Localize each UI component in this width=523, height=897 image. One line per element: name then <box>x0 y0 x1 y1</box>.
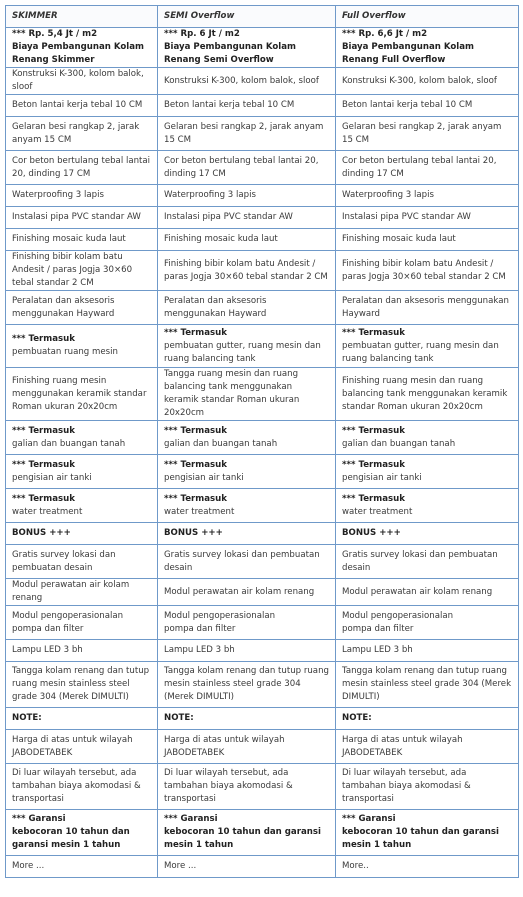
cell-full-overflow <box>336 579 519 606</box>
cell-full-overflow <box>336 95 519 117</box>
cell-text: Beton lantai kerja tebal 10 CM <box>12 100 143 110</box>
cell-text: NOTE: <box>164 713 194 723</box>
cell-text: Gratis survey lokasi dan pembuatan desain <box>12 549 116 573</box>
cell-skimmer <box>6 185 158 207</box>
cell-text: Harga di atas untuk wilayah JABODETABEK <box>342 734 463 758</box>
table-row <box>6 325 519 368</box>
cell-text: *** Garansi <box>342 814 396 824</box>
cell-full-overflow <box>336 28 519 68</box>
cell-text: *** Termasuk <box>164 459 227 470</box>
cell-skimmer <box>6 421 158 455</box>
cell-full-overflow <box>336 810 519 856</box>
cell-text: galian dan buangan tanah <box>342 438 456 449</box>
cell-text: Tangga kolam renang dan tutup ruang mesin stainless steel grade 304 (Merek DIMULTI) <box>12 666 150 702</box>
cell-semi-overflow <box>158 28 336 68</box>
cell-semi-overflow <box>158 291 336 325</box>
cell-skimmer <box>6 325 158 368</box>
cell-text: Di luar wilayah tersebut, ada tambahan biaya akomodasi & transportasi <box>342 768 471 804</box>
cell-skimmer <box>6 251 158 291</box>
cell-text: *** Termasuk <box>342 425 405 436</box>
table-row <box>6 606 519 640</box>
cell-semi-overflow <box>158 251 336 291</box>
cell-skimmer <box>6 207 158 229</box>
cell-text: Cor beton bertulang tebal lantai 20, dinding 17 CM <box>12 155 151 179</box>
cell-text: *** Termasuk <box>12 493 75 504</box>
cell-skimmer <box>6 151 158 185</box>
cell-full-overflow <box>336 730 519 764</box>
cell-text: Instalasi pipa PVC standar AW <box>164 212 293 222</box>
cell-text: Tangga kolam renang dan tutup ruang mesin stainless steel grade 304 (Merek DIMULTI) <box>342 666 512 702</box>
header-row <box>6 6 519 28</box>
cell-semi-overflow <box>158 730 336 764</box>
cell-text: pengisian air tanki <box>342 472 422 483</box>
cell-skimmer <box>6 455 158 489</box>
cell-text: *** Termasuk <box>164 493 227 504</box>
cell-semi-overflow <box>158 579 336 606</box>
cell-semi-overflow <box>158 523 336 545</box>
cell-text: Finishing bibir kolam batu Andesit / paras Jogja 30×60 tebal standar 2 CM <box>164 258 328 282</box>
cell-text: *** Rp. 6,6 Jt / m2 <box>342 29 428 39</box>
cell-full-overflow <box>336 151 519 185</box>
table-row <box>6 662 519 708</box>
cell-text: Biaya Pembangunan Kolam Renang Semi Overflow <box>164 42 296 65</box>
cell-skimmer <box>6 28 158 68</box>
cell-semi-overflow <box>158 810 336 856</box>
cell-text: Konstruksi K-300, kolom balok, sloof <box>164 75 319 86</box>
cell-text: Gratis survey lokasi dan pembuatan desain <box>164 549 320 573</box>
cell-text: Peralatan dan aksesoris menggunakan Hayward <box>164 295 267 319</box>
cell-text: pengisian air tanki <box>164 472 244 483</box>
cell-text: *** Garansi <box>164 814 218 824</box>
table-row <box>6 579 519 606</box>
table-row <box>6 523 519 545</box>
cell-full-overflow <box>336 117 519 151</box>
cell-text: Finishing mosaic kuda laut <box>164 234 278 244</box>
cell-semi-overflow <box>158 95 336 117</box>
table-header <box>6 6 519 28</box>
cell-text: Modul perawatan air kolam renang <box>164 586 315 597</box>
cell-text: Modul perawatan air kolam renang <box>342 586 493 597</box>
cell-text: Waterproofing 3 lapis <box>164 190 256 200</box>
cell-text: Gratis survey lokasi dan pembuatan desain <box>342 549 498 573</box>
cell-full-overflow <box>336 489 519 523</box>
table-row <box>6 229 519 251</box>
cell-skimmer <box>6 95 158 117</box>
cell-text: Finishing bibir kolam batu Andesit / paras Jogja 30×60 tebal standar 2 CM <box>342 258 506 282</box>
cell-text: Biaya Pembangunan Kolam Renang Skimmer <box>12 42 144 65</box>
cell-semi-overflow <box>158 325 336 368</box>
table-row <box>6 421 519 455</box>
header-skimmer: SKIMMER <box>6 6 158 28</box>
table-row <box>6 117 519 151</box>
cell-text: Di luar wilayah tersebut, ada tambahan biaya akomodasi & transportasi <box>12 768 141 804</box>
cell-text: pengisian air tanki <box>12 472 92 483</box>
cell-text: *** Termasuk <box>342 493 405 504</box>
cell-text: Lampu LED 3 bh <box>12 645 83 655</box>
cell-semi-overflow <box>158 455 336 489</box>
more-link[interactable]: More.. <box>342 861 369 871</box>
cell-skimmer <box>6 708 158 730</box>
cell-full-overflow <box>336 207 519 229</box>
cell-semi-overflow <box>158 207 336 229</box>
cell-skimmer <box>6 117 158 151</box>
table-row <box>6 28 519 68</box>
cell-semi-overflow <box>158 606 336 640</box>
cell-text: *** Rp. 5,4 Jt / m2 <box>12 29 98 39</box>
cell-text: Lampu LED 3 bh <box>342 645 413 655</box>
cell-full-overflow <box>336 325 519 368</box>
cell-full-overflow <box>336 545 519 579</box>
table-row <box>6 810 519 856</box>
cell-full-overflow <box>336 368 519 421</box>
cell-semi-overflow <box>158 764 336 810</box>
cell-text: pompa dan filter <box>164 623 236 634</box>
cell-text: Beton lantai kerja tebal 10 CM <box>342 100 473 110</box>
cell-semi-overflow <box>158 117 336 151</box>
cell-full-overflow <box>336 185 519 207</box>
cell-semi-overflow <box>158 229 336 251</box>
cell-text: Modul pengoperasionalan <box>164 610 276 621</box>
cell-full-overflow <box>336 708 519 730</box>
cell-text: kebocoran 10 tahun dan garansi mesin 1 tahun <box>12 827 130 850</box>
cell-text: Konstruksi K-300, kolom balok, sloof <box>12 69 144 92</box>
cell-semi-overflow <box>158 68 336 95</box>
cell-skimmer <box>6 368 158 421</box>
cell-full-overflow <box>336 421 519 455</box>
table-row <box>6 730 519 764</box>
cell-text: BONUS +++ <box>12 528 71 538</box>
cell-text: water treatment <box>164 506 235 517</box>
cell-text: pompa dan filter <box>12 623 84 634</box>
cell-text: Harga di atas untuk wilayah JABODETABEK <box>164 734 285 758</box>
table-row <box>6 207 519 229</box>
cell-text: Waterproofing 3 lapis <box>342 190 434 200</box>
cell-full-overflow <box>336 523 519 545</box>
cell-text: Waterproofing 3 lapis <box>12 190 104 200</box>
cell-text: *** Termasuk <box>12 425 75 436</box>
cell-skimmer <box>6 291 158 325</box>
cell-skimmer <box>6 523 158 545</box>
cell-full-overflow <box>336 764 519 810</box>
cell-full-overflow[interactable] <box>336 856 519 878</box>
cell-full-overflow <box>336 68 519 95</box>
cell-text: *** Garansi <box>12 814 66 824</box>
cell-text: Modul pengoperasionalan <box>12 610 124 621</box>
cell-text: Beton lantai kerja tebal 10 CM <box>164 100 295 110</box>
cell-skimmer[interactable] <box>6 856 158 878</box>
cell-text: *** Termasuk <box>12 459 75 470</box>
cell-text: *** Termasuk <box>342 327 405 338</box>
cell-text: pembuatan ruang mesin <box>12 347 118 357</box>
cell-text: Tangga ruang mesin dan ruang balancing tank menggunakan keramik standar Roman ukuran 20x20cm <box>164 369 300 418</box>
cell-semi-overflow <box>158 151 336 185</box>
pool-price-comparison-table <box>5 5 519 878</box>
table-row <box>6 545 519 579</box>
cell-text: Finishing ruang mesin menggunakan keramik standar Roman ukuran 20x20cm <box>12 375 147 412</box>
cell-skimmer <box>6 68 158 95</box>
cell-text: Finishing mosaic kuda laut <box>12 234 126 244</box>
table-row <box>6 185 519 207</box>
cell-skimmer <box>6 229 158 251</box>
cell-full-overflow <box>336 606 519 640</box>
cell-semi-overflow <box>158 662 336 708</box>
cell-text: *** Termasuk <box>164 327 227 338</box>
cell-text: Harga di atas untuk wilayah JABODETABEK <box>12 734 133 758</box>
cell-text: kebocoran 10 tahun dan garansi mesin 1 tahun <box>342 827 499 850</box>
header-semi-overflow: SEMI Overflow <box>158 6 336 28</box>
table-row <box>6 368 519 421</box>
table-row <box>6 95 519 117</box>
cell-skimmer <box>6 579 158 606</box>
table-body <box>6 28 519 878</box>
table-row <box>6 151 519 185</box>
cell-text: Di luar wilayah tersebut, ada tambahan biaya akomodasi & transportasi <box>164 768 293 804</box>
cell-text: Gelaran besi rangkap 2, jarak anyam 15 CM <box>342 121 502 145</box>
table-row <box>6 856 519 878</box>
cell-text: Cor beton bertulang tebal lantai 20, dinding 17 CM <box>164 155 319 179</box>
cell-semi-overflow <box>158 640 336 662</box>
cell-full-overflow <box>336 662 519 708</box>
cell-text: galian dan buangan tanah <box>12 438 126 449</box>
cell-semi-overflow <box>158 368 336 421</box>
cell-text: *** Termasuk <box>342 459 405 470</box>
cell-semi-overflow <box>158 545 336 579</box>
cell-text: NOTE: <box>12 713 42 723</box>
table-row <box>6 291 519 325</box>
cell-skimmer <box>6 662 158 708</box>
cell-skimmer <box>6 730 158 764</box>
cell-text: Finishing mosaic kuda laut <box>342 234 456 244</box>
cell-full-overflow <box>336 455 519 489</box>
cell-semi-overflow <box>158 489 336 523</box>
cell-text: water treatment <box>342 506 413 517</box>
cell-text: kebocoran 10 tahun dan garansi mesin 1 tahun <box>164 827 321 850</box>
table-row <box>6 764 519 810</box>
cell-text: galian dan buangan tanah <box>164 438 278 449</box>
table-row <box>6 251 519 291</box>
cell-semi-overflow <box>158 421 336 455</box>
table-row <box>6 489 519 523</box>
cell-full-overflow <box>336 640 519 662</box>
cell-text: Konstruksi K-300, kolom balok, sloof <box>342 75 497 86</box>
cell-text: BONUS +++ <box>342 528 401 538</box>
cell-text: Instalasi pipa PVC standar AW <box>12 212 141 222</box>
more-link[interactable]: More ... <box>164 861 197 871</box>
cell-semi-overflow <box>158 185 336 207</box>
table-row <box>6 640 519 662</box>
cell-skimmer <box>6 764 158 810</box>
table-row <box>6 708 519 730</box>
cell-text: *** Termasuk <box>164 425 227 436</box>
table-row <box>6 68 519 95</box>
cell-skimmer <box>6 640 158 662</box>
cell-text: Tangga kolam renang dan tutup ruang mesin stainless steel grade 304 (Merek DIMULTI) <box>164 666 329 702</box>
cell-text: Gelaran besi rangkap 2, jarak anyam 15 CM <box>164 121 324 145</box>
cell-text: *** Termasuk <box>12 334 75 344</box>
cell-text: pembuatan gutter, ruang mesin dan ruang balancing tank <box>342 340 499 364</box>
cell-skimmer <box>6 545 158 579</box>
cell-text: Instalasi pipa PVC standar AW <box>342 212 471 222</box>
cell-full-overflow <box>336 251 519 291</box>
cell-semi-overflow <box>158 708 336 730</box>
cell-text: Biaya Pembangunan Kolam Renang Full Overflow <box>342 42 474 65</box>
cell-text: Cor beton bertulang tebal lantai 20, dinding 17 CM <box>342 155 497 179</box>
cell-text: water treatment <box>12 506 83 517</box>
cell-skimmer <box>6 606 158 640</box>
cell-full-overflow <box>336 291 519 325</box>
cell-text: Modul pengoperasionalan <box>342 610 454 621</box>
cell-text: Finishing bibir kolam batu Andesit / paras Jogja 30×60 tebal standar 2 CM <box>12 252 133 288</box>
cell-text: pembuatan gutter, ruang mesin dan ruang balancing tank <box>164 340 321 364</box>
header-full-overflow: Full Overflow <box>336 6 519 28</box>
cell-text: Peralatan dan aksesoris menggunakan Hayward <box>342 295 509 319</box>
cell-semi-overflow[interactable] <box>158 856 336 878</box>
cell-text: Lampu LED 3 bh <box>164 645 235 655</box>
cell-text: Modul perawatan air kolam renang <box>12 580 130 603</box>
cell-text: BONUS +++ <box>164 528 223 538</box>
cell-skimmer <box>6 489 158 523</box>
cell-text: NOTE: <box>342 713 372 723</box>
cell-text: pompa dan filter <box>342 623 414 634</box>
cell-text: Gelaran besi rangkap 2, jarak anyam 15 CM <box>12 121 140 145</box>
cell-full-overflow <box>336 229 519 251</box>
more-link[interactable]: More ... <box>12 861 45 871</box>
cell-text: *** Rp. 6 Jt / m2 <box>164 29 240 39</box>
cell-skimmer <box>6 810 158 856</box>
cell-text: Peralatan dan aksesoris menggunakan Hayward <box>12 295 115 319</box>
cell-text: Finishing ruang mesin dan ruang balancing tank menggunakan keramik standar Roman ukuran 20x20cm <box>342 375 508 412</box>
table-row <box>6 455 519 489</box>
